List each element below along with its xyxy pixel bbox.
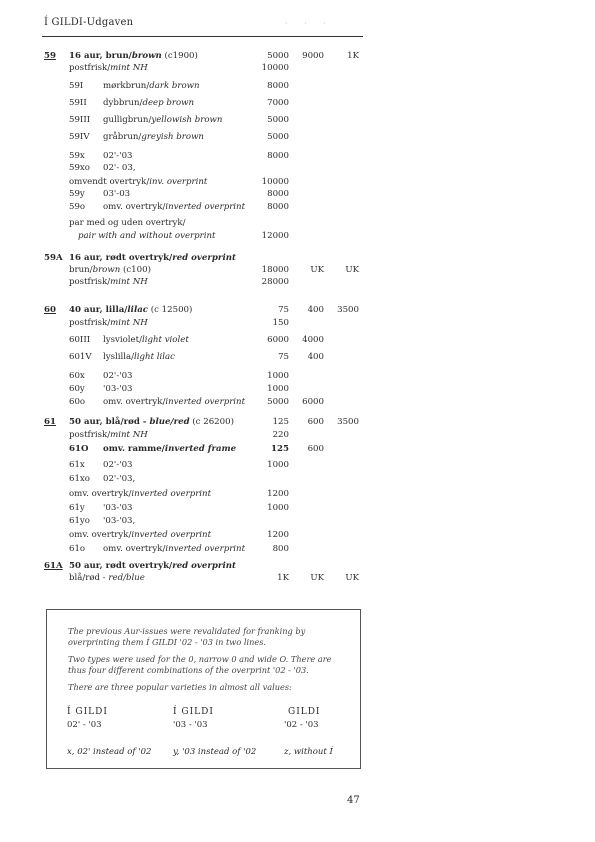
price-col-2: 9000 — [302, 51, 324, 61]
variety-price-1: 28000 — [261, 277, 289, 287]
variety-price-2: 6000 — [302, 397, 324, 407]
variety-description — [103, 370, 133, 383]
variety-da: 02'- 03, — [103, 163, 136, 173]
variety-en: pair with and without overprint — [78, 231, 216, 241]
variety-description — [103, 162, 136, 175]
variety-description — [103, 97, 194, 110]
header-marks: · · · — [285, 19, 326, 28]
variety-en: inv. overprint — [149, 177, 208, 187]
price-col-1: 125 — [272, 417, 289, 427]
variety-description — [103, 334, 189, 347]
variety-code: 61o — [69, 544, 86, 554]
stamp-title — [69, 416, 234, 429]
variety-price-1: 8000 — [267, 81, 289, 91]
variety-da: '03-'03, — [103, 516, 136, 526]
stamp-number: 61A — [44, 561, 63, 571]
variety-da: 02'-'03 — [103, 371, 133, 381]
variety-code: 59xo — [69, 163, 90, 173]
variety-description — [103, 515, 135, 528]
variety-price-3: UK — [345, 265, 359, 275]
price-col-3: 1K — [347, 51, 359, 61]
variety-da: omv. ramme/ — [103, 444, 165, 454]
variety-price-1: 1K — [277, 573, 289, 583]
stamp-title-en: red overprint — [172, 253, 236, 263]
stamp-title-da: 16 aur, brun/ — [69, 51, 132, 61]
info-box — [46, 609, 361, 769]
variety-da: brun/ — [69, 265, 93, 275]
variety-price-2: 4000 — [302, 335, 324, 345]
variety-code: 59x — [69, 151, 85, 161]
stamp-title-en: brown — [131, 51, 162, 61]
stamp-number: 59A — [44, 253, 63, 263]
variety-da: dybbrun/ — [103, 98, 143, 108]
variety-price-1: 5000 — [267, 115, 289, 125]
variety-da: omv. overtryk/ — [103, 397, 166, 407]
variety-da: omv. overtryk/ — [103, 202, 166, 212]
price-col-1: 75 — [278, 305, 289, 315]
overprint-x-caption: x, 02' instead of '02 — [67, 747, 152, 757]
variety-code: 59I — [69, 81, 84, 91]
variety-price-1: 5000 — [267, 132, 289, 142]
overprint-y-line1: Í GILDI — [173, 707, 214, 717]
variety-description — [69, 488, 211, 501]
stamp-title — [69, 304, 192, 317]
variety-description — [103, 502, 133, 515]
variety-code: 59y — [69, 189, 85, 199]
variety-en: mint NH — [110, 430, 148, 440]
variety-en: mint NH — [110, 63, 148, 73]
variety-code: 60x — [69, 371, 85, 381]
stamp-number: 60 — [44, 305, 56, 315]
price-col-2: 600 — [307, 417, 324, 427]
variety-en: inverted overprint — [165, 397, 246, 407]
variety-description — [103, 473, 135, 486]
info-paragraph-2: Two types were used for the 0, narrow 0 and wide O. There are thus four different combinations of the overprint '02 - '03. — [68, 654, 332, 675]
stamp-circulation: (c 26200) — [192, 417, 234, 427]
stamp-title-da: 50 aur, rødt overtryk/ — [69, 561, 173, 571]
stamp-title-da: 40 aur, lilla/ — [69, 305, 128, 315]
variety-price-1: 1000 — [267, 503, 289, 513]
variety-da: '03-'03 — [103, 384, 133, 394]
variety-code: 60o — [69, 397, 86, 407]
overprint-x-line2: 02' - '03 — [67, 720, 102, 730]
stamp-number: 59 — [44, 51, 56, 61]
variety-en: greyish brown — [141, 132, 204, 142]
stamp-title-en: lilac — [127, 305, 149, 315]
variety-code: 59IV — [69, 132, 90, 142]
variety-code: 60y — [69, 384, 85, 394]
variety-en: yellowish brown — [151, 115, 223, 125]
variety-code: 59II — [69, 98, 87, 108]
variety-price-1: 150 — [272, 318, 289, 328]
variety-en: inverted overprint — [131, 489, 212, 499]
variety-description — [103, 114, 222, 127]
running-header: Í GILDI-Udgaven — [44, 17, 134, 28]
variety-price-1: 12000 — [261, 231, 289, 241]
variety-description — [103, 396, 245, 409]
variety-en: inverted overprint — [165, 544, 246, 554]
variety-en: red/blue — [108, 573, 145, 583]
stamp-title-en: red overprint — [172, 561, 236, 571]
stamp-number: 61 — [44, 417, 56, 427]
variety-da: postfrisk/ — [69, 318, 111, 328]
overprint-x-line1: Í GILDI — [67, 707, 108, 717]
variety-description — [69, 276, 148, 289]
variety-da: omvendt overtryk/ — [69, 177, 150, 187]
variety-description — [69, 529, 211, 542]
variety-da: blå/rød - — [69, 573, 109, 583]
variety-da: lyslilla/ — [103, 352, 135, 362]
variety-da: '03-'03 — [103, 503, 133, 513]
variety-code: 61yo — [69, 516, 90, 526]
variety-da: omv. overtryk/ — [69, 489, 132, 499]
variety-price-1: 1000 — [267, 460, 289, 470]
variety-description — [69, 572, 145, 585]
stamp-circulation: (c1900) — [164, 51, 198, 61]
info-paragraph-1: The previous Aur-issues were revalidated for franking by overprinting them Í GILDI '02 - '03 in two lines. — [68, 626, 306, 647]
variety-price-1: 6000 — [267, 335, 289, 345]
variety-code: 61x — [69, 460, 85, 470]
variety-da: omv. overtryk/ — [69, 530, 132, 540]
variety-en: inverted frame — [164, 444, 237, 454]
variety-price-1: 1200 — [267, 530, 289, 540]
variety-price-2: UK — [310, 265, 324, 275]
variety-code: 60III — [69, 335, 91, 345]
variety-price-3: UK — [345, 573, 359, 583]
variety-da: gråbrun/ — [103, 132, 142, 142]
variety-da: postfrisk/ — [69, 430, 111, 440]
variety-price-1: 8000 — [267, 202, 289, 212]
variety-description — [103, 443, 236, 456]
variety-code: 61y — [69, 503, 85, 513]
price-col-2: 400 — [307, 305, 324, 315]
variety-da: postfrisk/ — [69, 63, 111, 73]
variety-code: 601V — [69, 352, 92, 362]
variety-code: 61O — [69, 444, 89, 454]
variety-en: light lilac — [134, 352, 175, 362]
variety-description — [69, 62, 148, 75]
variety-price-1: 1000 — [267, 384, 289, 394]
overprint-z-line1: GILDI — [288, 707, 321, 717]
variety-price-1: 10000 — [261, 177, 289, 187]
variety-description — [103, 188, 130, 201]
stamp-title-en: blue/red — [149, 417, 190, 427]
variety-da: 02'-'03, — [103, 474, 136, 484]
variety-code: 59o — [69, 202, 86, 212]
variety-da: lysviolet/ — [103, 335, 142, 345]
variety-code: 61xo — [69, 474, 90, 484]
info-paragraph-3: There are three popular varieties in almost all values: — [68, 682, 292, 692]
variety-description — [78, 230, 215, 243]
variety-price-1: 18000 — [261, 265, 289, 275]
variety-price-1: 220 — [272, 430, 289, 440]
variety-en: deep brown — [142, 98, 195, 108]
variety-description — [103, 543, 245, 556]
stamp-title-da: 50 aur, blå/rød - — [69, 417, 150, 427]
price-col-3: 3500 — [337, 417, 359, 427]
variety-en: brown — [92, 265, 121, 275]
overprint-z-caption: z, without Í — [284, 747, 333, 757]
overprint-y-caption: y, '03 instead of '02 — [173, 747, 257, 757]
variety-price-1: 75 — [278, 352, 289, 362]
variety-description — [103, 351, 175, 364]
variety-description — [103, 131, 204, 144]
variety-da: 03'-03 — [103, 189, 131, 199]
variety-description — [103, 459, 133, 472]
variety-price-1: 125 — [271, 444, 289, 454]
variety-price-1: 10000 — [261, 63, 289, 73]
overprint-z-line2: '02 - '03 — [284, 720, 319, 730]
variety-da: gulligbrun/ — [103, 115, 152, 125]
variety-price-1: 8000 — [267, 189, 289, 199]
price-col-1: 5000 — [267, 51, 289, 61]
variety-price-1: 1000 — [267, 371, 289, 381]
variety-description — [69, 317, 148, 330]
variety-price-1: 7000 — [267, 98, 289, 108]
header-rule — [42, 36, 363, 37]
stamp-title-da: 16 aur, rødt overtryk/ — [69, 253, 173, 263]
stamp-circulation: (c 12500) — [150, 305, 193, 315]
variety-da: 02'-'03 — [103, 151, 133, 161]
variety-description — [103, 201, 245, 214]
overprint-y-line2: '03 - '03 — [173, 720, 208, 730]
variety-description — [103, 383, 133, 396]
variety-note: (c100) — [123, 265, 151, 275]
variety-price-1: 5000 — [267, 397, 289, 407]
price-col-3: 3500 — [337, 305, 359, 315]
variety-price-2: UK — [310, 573, 324, 583]
variety-da: 02'-'03 — [103, 460, 133, 470]
variety-da: par med og uden overtryk/ — [69, 218, 186, 228]
variety-description — [69, 429, 148, 442]
page-number: 47 — [347, 795, 360, 806]
variety-en: mint NH — [110, 318, 148, 328]
variety-en: light violet — [141, 335, 189, 345]
variety-da: mørkbrun/ — [103, 81, 150, 91]
variety-da: postfrisk/ — [69, 277, 111, 287]
variety-code: 59III — [69, 115, 91, 125]
variety-price-1: 1200 — [267, 489, 289, 499]
variety-en: inverted overprint — [165, 202, 246, 212]
variety-price-2: 600 — [307, 444, 324, 454]
variety-description — [69, 217, 185, 230]
variety-en: mint NH — [110, 277, 148, 287]
variety-description — [69, 176, 207, 189]
variety-description — [103, 80, 200, 93]
variety-en: inverted overprint — [131, 530, 212, 540]
variety-price-2: 400 — [307, 352, 324, 362]
variety-en: dark brown — [149, 81, 200, 91]
variety-price-1: 8000 — [267, 151, 289, 161]
variety-da: omv. overtryk/ — [103, 544, 166, 554]
variety-price-1: 800 — [272, 544, 289, 554]
